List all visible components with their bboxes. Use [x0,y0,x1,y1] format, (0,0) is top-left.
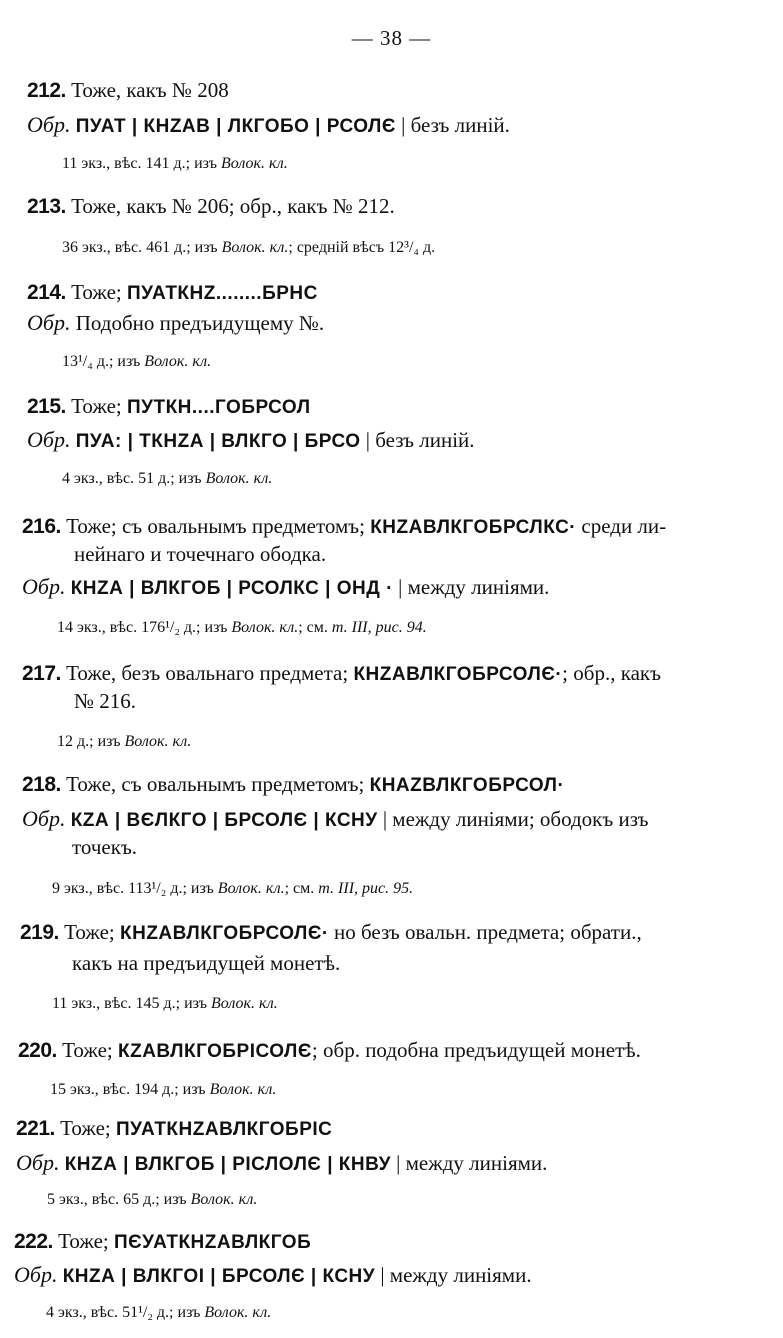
entry-214-obverse [27,310,324,336]
entry-text: Тоже; [58,1229,109,1253]
entry-216-footnote [57,618,427,638]
entry-text: | между линіями. [398,575,550,599]
legend: ПУАТКНZ........БРНС [127,283,318,304]
entry-219-footnote [52,994,278,1014]
entry-number: 215. [27,395,66,418]
legend: ПУА: | ТКНZА | ВЛКГО | БРСО [75,431,361,452]
entry-222-obverse [14,1262,532,1290]
footnote-source: Волок. кл. [144,353,212,370]
entry-219-line2 [72,950,340,976]
entry-216-obverse [22,574,549,602]
entry-number: 217. [22,662,61,685]
footnote-ref: т. III, рис. 94. [331,619,427,636]
footnote-source: Волок. кл. [209,1081,277,1098]
entry-217-footnote [57,732,191,752]
entry-text: № 216. [74,689,137,713]
legend: КНZАВЛКГОБРСОЛЄ· [353,664,563,685]
entry-217-line1 [22,660,661,688]
footnote-text: 12 д.; изъ [57,733,121,750]
legend: ПУАТКНZАВЛКГОБРІС [116,1119,333,1140]
entry-217-line2 [74,688,136,714]
obverse-label: Обр. [22,574,66,599]
footnote-tail: ; см. [298,619,328,636]
obverse-label: Обр. [27,427,71,452]
entry-222-line1 [14,1228,311,1256]
entry-218-obverse [22,806,649,834]
entry-214-line1 [27,279,318,307]
entry-text: | между линіями. [396,1151,548,1175]
entry-218-footnote [52,879,413,899]
legend: КНZА | ВЛКГОБ | РСОЛКС | ОНД · [70,578,393,599]
legend: КZА | ВЄЛКГО | БРСОЛЄ | КСНУ [70,810,378,831]
entry-text: | между линіями. [380,1263,532,1287]
footnote-text: 11 экз., вѣс. 141 д.; изъ [62,155,217,172]
entry-number: 221. [16,1117,55,1140]
legend: КНZА | ВЛКГОБ | РІСЛОЛЄ | КНВУ [64,1154,391,1175]
footnote-source: Волок. кл. [210,995,278,1012]
obverse-label: Обр. [22,806,66,831]
entry-220-line1 [18,1037,641,1065]
footnote-source: Волок. кл. [205,470,273,487]
entry-text: Тоже; [71,280,122,304]
entry-222-footnote [46,1303,271,1323]
footnote-source: Волок. кл. [124,733,192,750]
entry-text: нейнаго и точечнаго ободка. [74,542,327,566]
entry-text: Тоже, безъ овальнаго предмета; [66,661,349,685]
obverse-label: Обр. [27,310,71,335]
footnote-source: Волок. кл. [204,1304,272,1321]
entry-text: ; обр. подобна предъидущей монетѣ. [311,1038,641,1062]
entry-218-line1 [22,771,564,799]
entry-text: Подобно предъидущему №. [75,311,325,335]
footnote-source: Волок. кл. [220,155,288,172]
page-number: — 38 — [351,26,432,50]
entry-text: точекъ. [72,835,138,859]
entry-212-footnote [62,154,288,174]
legend: ПУАТ | КНZАВ | ЛКГОБО | РСОЛЄ [75,116,396,137]
footnote-text: 13¹/₄ д.; изъ [62,353,141,370]
entry-215-line1 [27,393,311,421]
entry-number: 218. [22,773,61,796]
footnote-tail: ; средній вѣсъ 12³/₄ д. [288,239,436,256]
legend: КНАZВЛКГОБРСОЛ· [369,775,565,796]
entry-text: Тоже; [62,1038,113,1062]
entry-text: Тоже, какъ № 206; обр., какъ № 212. [71,194,395,218]
footnote-text: 15 экз., вѣс. 194 д.; изъ [50,1081,206,1098]
entry-221-obverse [16,1150,547,1178]
entry-number: 214. [27,281,66,304]
entry-text: какъ на предъидущей монетѣ. [72,951,341,975]
obverse-label: Обр. [27,112,71,137]
entry-text: Тоже; [64,920,115,944]
entry-number: 220. [18,1039,57,1062]
entry-number: 219. [20,921,59,944]
entry-215-obverse [27,427,475,455]
footnote-text: 36 экз., вѣс. 461 д.; изъ [62,239,218,256]
entry-text: среди ли- [581,514,667,538]
footnote-text: 4 экз., вѣс. 51¹/₂ д.; изъ [46,1304,201,1321]
entry-text: Тоже, какъ № 208 [71,78,229,102]
entry-text: | безъ линій. [365,428,475,452]
legend: ПУТКН....ГОБРСОЛ [127,397,311,418]
footnote-text: 9 экз., вѣс. 113¹/₂ д.; изъ [52,880,214,897]
obverse-label: Обр. [14,1262,58,1287]
legend: КНZАВЛКГОБРСЛКС· [370,517,577,538]
entry-212-obverse [27,112,510,140]
entry-text: | безъ линій. [401,113,510,137]
footnote-source: Волок. кл. [190,1191,258,1208]
legend: КНZА | ВЛКГОІ | БРСОЛЄ | КСНУ [62,1266,376,1287]
footnote-source: Волок. кл. [231,619,299,636]
entry-214-footnote [62,352,211,372]
entry-219-line1 [20,919,642,947]
entry-215-footnote [62,469,272,489]
footnote-ref: т. III, рис. 95. [318,880,414,897]
footnote-text: 14 экз., вѣс. 176¹/₂ д.; изъ [57,619,228,636]
footnote-tail: ; см. [284,880,315,897]
footnote-text: 4 экз., вѣс. 51 д.; изъ [62,470,202,487]
legend: КZАВЛКГОБРІСОЛЄ [118,1041,312,1062]
entry-number: 216. [22,515,61,538]
entry-218-line3 [72,834,137,860]
footnote-text: 11 экз., вѣс. 145 д.; изъ [52,995,207,1012]
entry-text: Тоже; [60,1116,111,1140]
entry-text: но безъ овальн. предмета; обрати., [333,920,642,944]
entry-number: 213. [27,195,66,218]
footnote-source: Волок. кл. [217,880,285,897]
legend: ПЄУАТКНZАВЛКГОБ [114,1232,312,1253]
entry-212-line1 [27,77,229,104]
entry-221-footnote [47,1190,257,1210]
entry-text: Тоже, съ овальнымъ предметомъ; [66,772,365,796]
entry-number: 222. [14,1230,53,1253]
footnote-source: Волок. кл. [221,239,289,256]
entry-text: Тоже; съ овальнымъ предметомъ; [66,514,365,538]
entry-text: Тоже; [71,394,122,418]
entry-220-footnote [50,1080,276,1100]
entry-number: 212. [27,79,66,102]
obverse-label: Обр. [16,1150,60,1175]
entry-text: | между линіями; ободокъ изъ [382,807,649,831]
entry-text: ; обр., какъ [562,661,661,685]
footnote-text: 5 экз., вѣс. 65 д.; изъ [47,1191,187,1208]
entry-216-line2 [74,541,326,567]
entry-213-line1 [27,193,395,220]
legend: КНZАВЛКГОБРСОЛЄ· [120,923,329,944]
entry-213-footnote [62,238,435,258]
entry-216-line1 [22,513,666,541]
entry-221-line1 [16,1115,332,1143]
